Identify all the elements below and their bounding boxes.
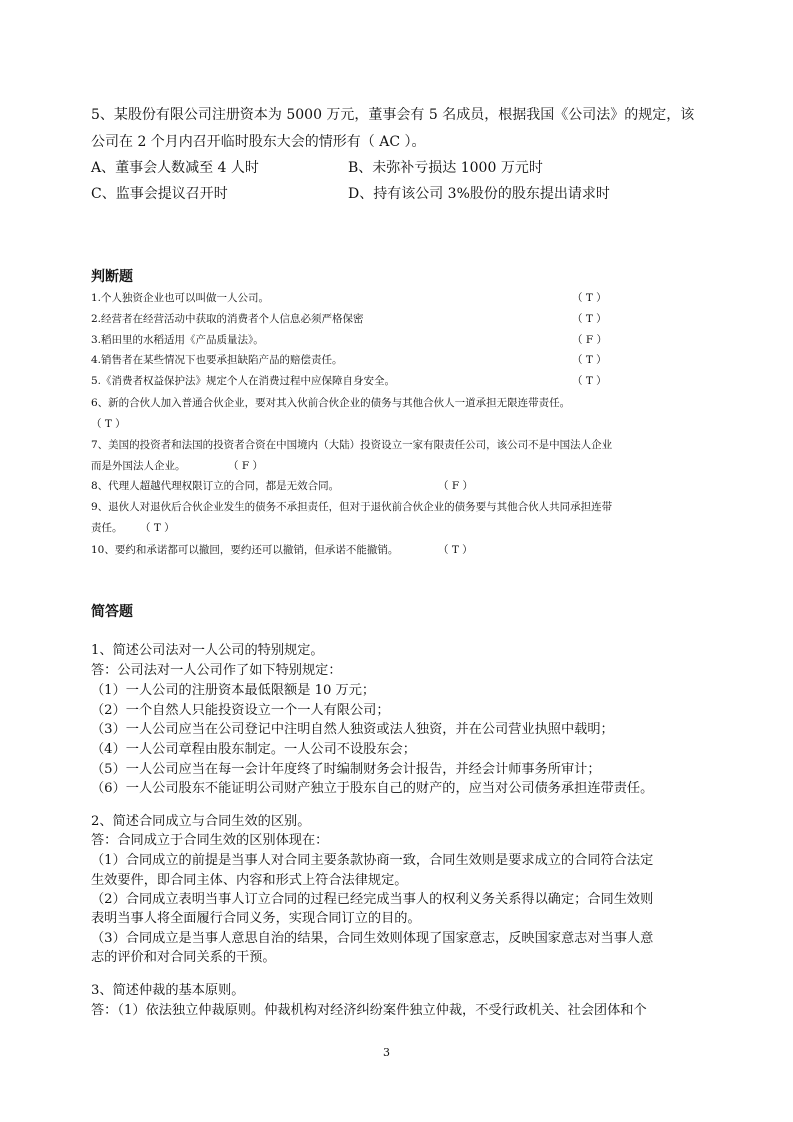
q5-option-a: A、董事会人数减至 4 人时 xyxy=(91,160,259,176)
q1-answer-line: （2）一个自然人只能投资设立一个一人有限公司； xyxy=(91,703,390,718)
q1-question: 1、简述公司法对一人公司的特别规定。 xyxy=(91,643,324,658)
judgment-item-8: 8、代理人超越代理权限订立的合同，都是无效合同。 xyxy=(91,480,340,492)
q5-option-b: B、未弥补亏损达 1000 万元时 xyxy=(348,160,543,176)
judgment-item-4: 4.销售者在某些情况下也要承担缺陷产品的赔偿责任。 xyxy=(91,354,343,366)
q5-line1: 5、某股份有限公司注册资本为 5000 万元，董事会有 5 名成员，根据我国《公司法》的规定，该 xyxy=(91,107,695,123)
judgment-mark-1: （ T ） xyxy=(572,292,607,304)
judgment-item-7-line1: 7、美国的投资者和法国的投资者合资在中国境内（大陆）投资设立一家有限责任公司，该公司不是中国法人企业 xyxy=(91,439,613,451)
judgment-item-3: 3.稻田里的水稻适用《产品质量法》。 xyxy=(91,334,264,346)
q2-answer-line: （2）合同成立表明当事人订立合同的过程已经完成当事人的权利义务关系得以确定；合同生效则 xyxy=(91,892,654,907)
q5-line2: 公司在 2 个月内召开临时股东大会的情形有（ AC ）。 xyxy=(91,134,426,150)
q1-answer-line: （3）一人公司应当在公司登记中注明自然人独资或法人独资，并在公司营业执照中载明； xyxy=(91,722,614,737)
q2-question: 2、简述合同成立与合同生效的区别。 xyxy=(91,814,311,829)
page-number: 3 xyxy=(383,1046,390,1059)
q1-answer-line: （4）一人公司章程由股东制定。一人公司不设股东会； xyxy=(91,742,416,757)
q2-answer-line: 生效要件，即合同主体、内容和形式上符合法律规定。 xyxy=(91,873,408,888)
q2-answer-line: （3）合同成立是当事人意思自治的结果，合同生效则体现了国家意志，反映国家意志对当事人意 xyxy=(91,931,654,946)
judgment-mark-10: （ T ） xyxy=(438,544,473,556)
short-answer-heading: 简答题 xyxy=(91,604,133,620)
judgment-mark-8: （ F ） xyxy=(438,480,473,492)
judgment-mark-4: （ T ） xyxy=(572,354,607,366)
q5-option-d: D、持有该公司 3%股份的股东提出请求时 xyxy=(348,186,610,202)
q1-answer-line: 答：公司法对一人公司作了如下特别规定： xyxy=(91,663,342,678)
q1-answer-line: （1）一人公司的注册资本最低限额是 10 万元； xyxy=(91,683,376,698)
judgment-mark-6: （ T ） xyxy=(91,418,126,430)
q1-answer-line: （5）一人公司应当在每一会计年度终了时编制财务会计报告，并经会计师事务所审计； xyxy=(91,762,601,777)
q5-option-c: C、监事会提议召开时 xyxy=(91,186,228,202)
judgment-item-10: 10、要约和承诺都可以撤回，要约还可以撤销，但承诺不能撤销。 xyxy=(91,544,399,556)
judgment-item-7-line2: 而是外国法人企业。 xyxy=(91,460,186,472)
q2-answer-line: 答：合同成立于合同生效的区别体现在： xyxy=(91,833,329,848)
judgment-mark-2: （ T ） xyxy=(572,313,607,325)
judgment-item-5: 5.《消费者权益保护法》规定个人在消费过程中应保障自身安全。 xyxy=(91,375,396,387)
judgment-mark-9: （ T ） xyxy=(140,522,175,534)
q3-answer-line: 答：（1）依法独立仲裁原则。仲裁机构对经济纠纷案件独立仲裁，不受行政机关、社会团体和个 xyxy=(91,1003,647,1018)
judgment-item-2: 2.经营者在经营活动中获取的消费者个人信息必须严格保密 xyxy=(91,313,364,325)
judgment-mark-5: （ T ） xyxy=(572,375,607,387)
q2-answer-line: 志的评价和对合同关系的干预。 xyxy=(91,950,276,965)
judgment-mark-7: （ F ） xyxy=(228,460,263,472)
q1-answer-line: （6）一人公司股东不能证明公司财产独立于股东自己的财产的，应当对公司债务承担连带责任。 xyxy=(91,781,654,796)
q2-answer-line: （1）合同成立的前提是当事人对合同主要条款协商一致，合同生效则是要求成立的合同符合法定 xyxy=(91,853,654,868)
judgment-mark-3: （ F ） xyxy=(572,334,607,346)
judgment-item-6: 6、新的合伙人加入普通合伙企业，要对其入伙前合伙企业的债务与其他合伙人一道承担无限连带责任。 xyxy=(91,397,571,409)
q3-question: 3、简述仲裁的基本原则。 xyxy=(91,983,245,998)
judgment-item-9-line2: 责任。 xyxy=(91,522,123,534)
judgment-item-9-line1: 9、退伙人对退伙后合伙企业发生的债务不承担责任，但对于退伙前合伙企业的债务要与其他合伙人共同承担连带 xyxy=(91,501,613,513)
judgment-item-1: 1.个人独资企业也可以叫做一人公司。 xyxy=(91,292,270,304)
judgment-heading: 判断题 xyxy=(91,269,133,285)
q2-answer-line: 表明当事人将全面履行合同义务，实现合同订立的目的。 xyxy=(91,911,421,926)
